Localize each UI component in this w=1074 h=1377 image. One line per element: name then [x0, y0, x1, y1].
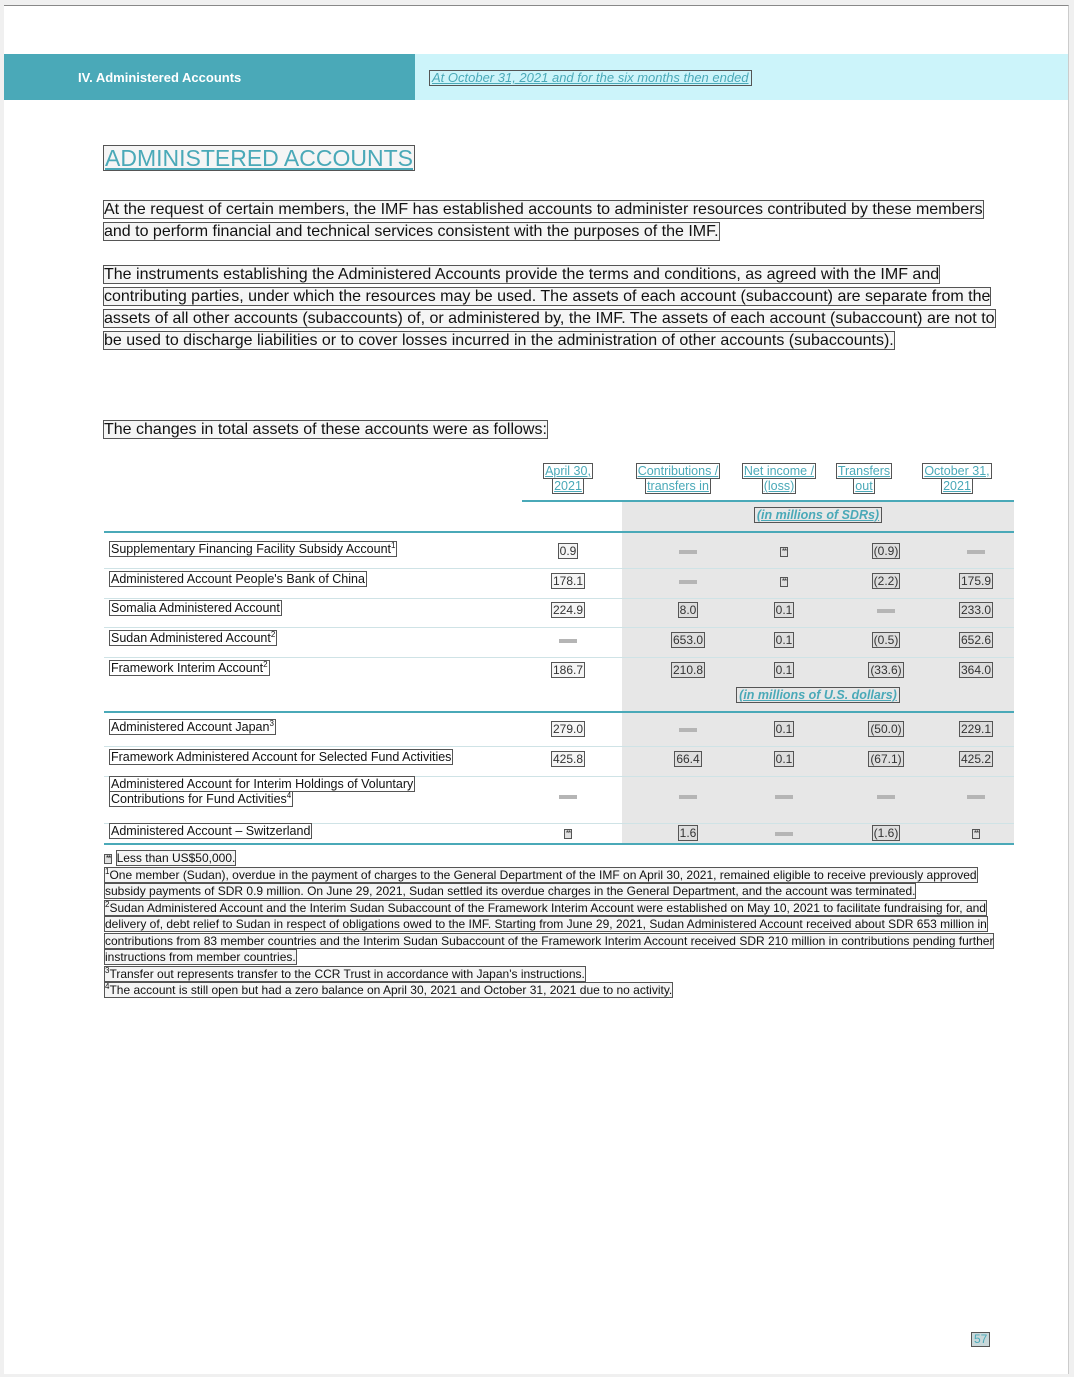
table-cell: 0.9 — [559, 544, 577, 558]
dash-mark — [679, 795, 697, 799]
table-cell: 233.0 — [960, 603, 992, 617]
table-cell: (1.6) — [873, 826, 899, 840]
table-cell: 186.7 — [552, 663, 584, 677]
table-cell: (0.9) — [873, 544, 899, 558]
footnote-stars: ** Less than US$50,000. — [106, 851, 236, 865]
table-cell — [846, 603, 926, 617]
less-than-marker: ** — [781, 576, 787, 586]
table-cell: 66.4 — [676, 752, 700, 766]
table-cell: 224.9 — [552, 603, 584, 617]
unit-label-usd: (in millions of U.S. dollars) — [622, 688, 1014, 702]
table-cell — [936, 789, 1016, 803]
unit-label-sdr: (in millions of SDRs) — [622, 508, 1014, 522]
col-header-april: April 30, 2021 — [545, 464, 591, 493]
intro-paragraph-text: At the request of certain members, the IMF has established accounts to administer resources contributed by these members and to perform financial and technical services consistent with the purposes of the IMF. — [104, 201, 983, 240]
table-cell: 178.1 — [552, 574, 584, 588]
dash-mark — [679, 728, 697, 732]
table-row-label: Sudan Administered Account$^2$ — [111, 629, 276, 645]
table-cell: 210.8 — [672, 663, 704, 677]
table-cell — [648, 789, 728, 803]
footnote-4: $^4$The account is still open but had a zero balance on April 30, 2021 and October 31, 2021 due to no activity. — [105, 982, 673, 997]
table-row-label: Framework Interim Account$^2$ — [111, 659, 268, 675]
table-cell — [744, 789, 824, 803]
table-row-label: Somalia Administered Account — [111, 601, 280, 615]
table-cell: (33.6) — [870, 663, 902, 677]
instruments-paragraph-text: The instruments establishing the Administered Accounts provide the terms and conditions, as agreed with the IMF and contributing parties, under which the resources may be used. The assets of each account (subaccount) are separate from the assets of all other accounts (subaccounts) of, or administered by, the IMF. The assets of each account (subaccount) are not to be used to discharge liabilities or to cover losses incurred in the administration of other accounts (subaccounts). — [104, 266, 995, 349]
table-cell: 652.6 — [960, 633, 992, 647]
table-cell — [648, 544, 728, 558]
table-cell — [744, 826, 824, 840]
table-cell: 175.9 — [960, 574, 992, 588]
table-cell: 425.8 — [552, 752, 584, 766]
table-cell — [648, 574, 728, 588]
section-header — [4, 54, 415, 100]
table-cell: 0.1 — [775, 633, 793, 647]
table-cell: 0.1 — [775, 663, 793, 677]
table-cell: (50.0) — [870, 722, 902, 736]
table-cell: 364.0 — [960, 663, 992, 677]
footnote-3: $^3$Transfer out represents transfer to the CCR Trust in accordance with Japan's instructions. — [105, 965, 585, 981]
section-title: IV. Administered Accounts — [78, 70, 242, 85]
footnote-1: $^1$One member (Sudan), overdue in the payment of charges to the General Department of the IMF on April 30, 2021, remained eligible to receive previously approved subsidy payments of SDR 0.9 million. On June 29, 2021, Sudan settled its overdue charges in the General Department, and the account was terminated. — [105, 866, 977, 898]
footnotes — [104, 850, 1004, 999]
dash-mark — [967, 795, 985, 799]
table-cell: 0.1 — [775, 603, 793, 617]
table-cell: (0.5) — [873, 633, 899, 647]
page-number: 57 — [971, 1332, 990, 1347]
table-cell — [744, 544, 824, 558]
changes-intro — [103, 419, 1003, 441]
table-cell — [528, 789, 608, 803]
dash-mark — [559, 639, 577, 643]
changes-intro-text: The changes in total assets of these accounts were as follows: — [104, 421, 547, 438]
table-cell: 653.0 — [672, 633, 704, 647]
table-cell: (2.2) — [873, 574, 899, 588]
page-title: ADMINISTERED ACCOUNTS — [105, 145, 413, 171]
instruments-paragraph — [103, 264, 1003, 352]
dash-mark — [679, 550, 697, 554]
table-cell: 279.0 — [552, 722, 584, 736]
period-text: At October 31, 2021 and for the six months then ended — [429, 70, 752, 86]
table-row-label: Framework Administered Account for Selected Fund Activities — [111, 750, 452, 764]
table-cell: 229.1 — [960, 722, 992, 736]
table-cell — [648, 722, 728, 736]
table-cell: 425.2 — [960, 752, 992, 766]
footnote-2: $^2$Sudan Administered Account and the Interim Sudan Subaccount of the Framework Interim Account were established on May 10, 2021 to facilitate fundraising for, and delivery of, debt relief to Sudan in respect of obligations owed to the IMF. Starting from June 29, 2021, Sudan Administered Account received about SDR 653 million in contributions from 83 member countries and the Interim Sudan Subaccount of the Framework Interim Account received SDR 210 million in contributions pending further instructions from member countries. — [105, 899, 994, 964]
dash-mark — [877, 609, 895, 613]
intro-paragraph — [103, 199, 1003, 243]
col-header-october: October 31, 2021 — [924, 464, 990, 493]
dash-mark — [877, 795, 895, 799]
less-than-marker: ** — [973, 828, 979, 838]
col-header-transfers-out: Transfers out — [837, 464, 891, 493]
col-header-net-income: Net income / (loss) — [743, 464, 815, 493]
table-bottom-rule — [104, 843, 1014, 845]
table-cell: 1.6 — [679, 826, 697, 840]
table-cell: 0.1 — [775, 722, 793, 736]
dash-mark — [559, 795, 577, 799]
table-cell — [846, 789, 926, 803]
table-cell — [528, 633, 608, 647]
table-row-label: Administered Account People's Bank of China — [111, 572, 365, 586]
table-cell — [744, 574, 824, 588]
dash-mark — [967, 550, 985, 554]
dash-mark — [679, 580, 697, 584]
period-header — [415, 54, 1068, 100]
less-than-marker: ** — [781, 546, 787, 556]
table-cell — [936, 544, 1016, 558]
less-than-marker: ** — [565, 828, 571, 838]
table-row-label: Supplementary Financing Facility Subsidy Account$^1$ — [111, 540, 396, 556]
col-header-contributions: Contributions / transfers in — [637, 464, 719, 493]
table-cell — [528, 826, 608, 840]
dash-mark — [775, 795, 793, 799]
table-cell: 0.1 — [775, 752, 793, 766]
table-row-label: Administered Account Japan$^3$ — [111, 718, 274, 734]
document-page — [4, 5, 1069, 1374]
table-row-label: Administered Account – Switzerland — [111, 824, 311, 838]
dash-mark — [775, 832, 793, 836]
table-row-label: Administered Account for Interim Holdings of Voluntary Contributions for Fund Activities$^4$ — [111, 777, 414, 806]
table-cell: (67.1) — [870, 752, 902, 766]
table-cell — [936, 826, 1016, 840]
table-cell: 8.0 — [679, 603, 697, 617]
